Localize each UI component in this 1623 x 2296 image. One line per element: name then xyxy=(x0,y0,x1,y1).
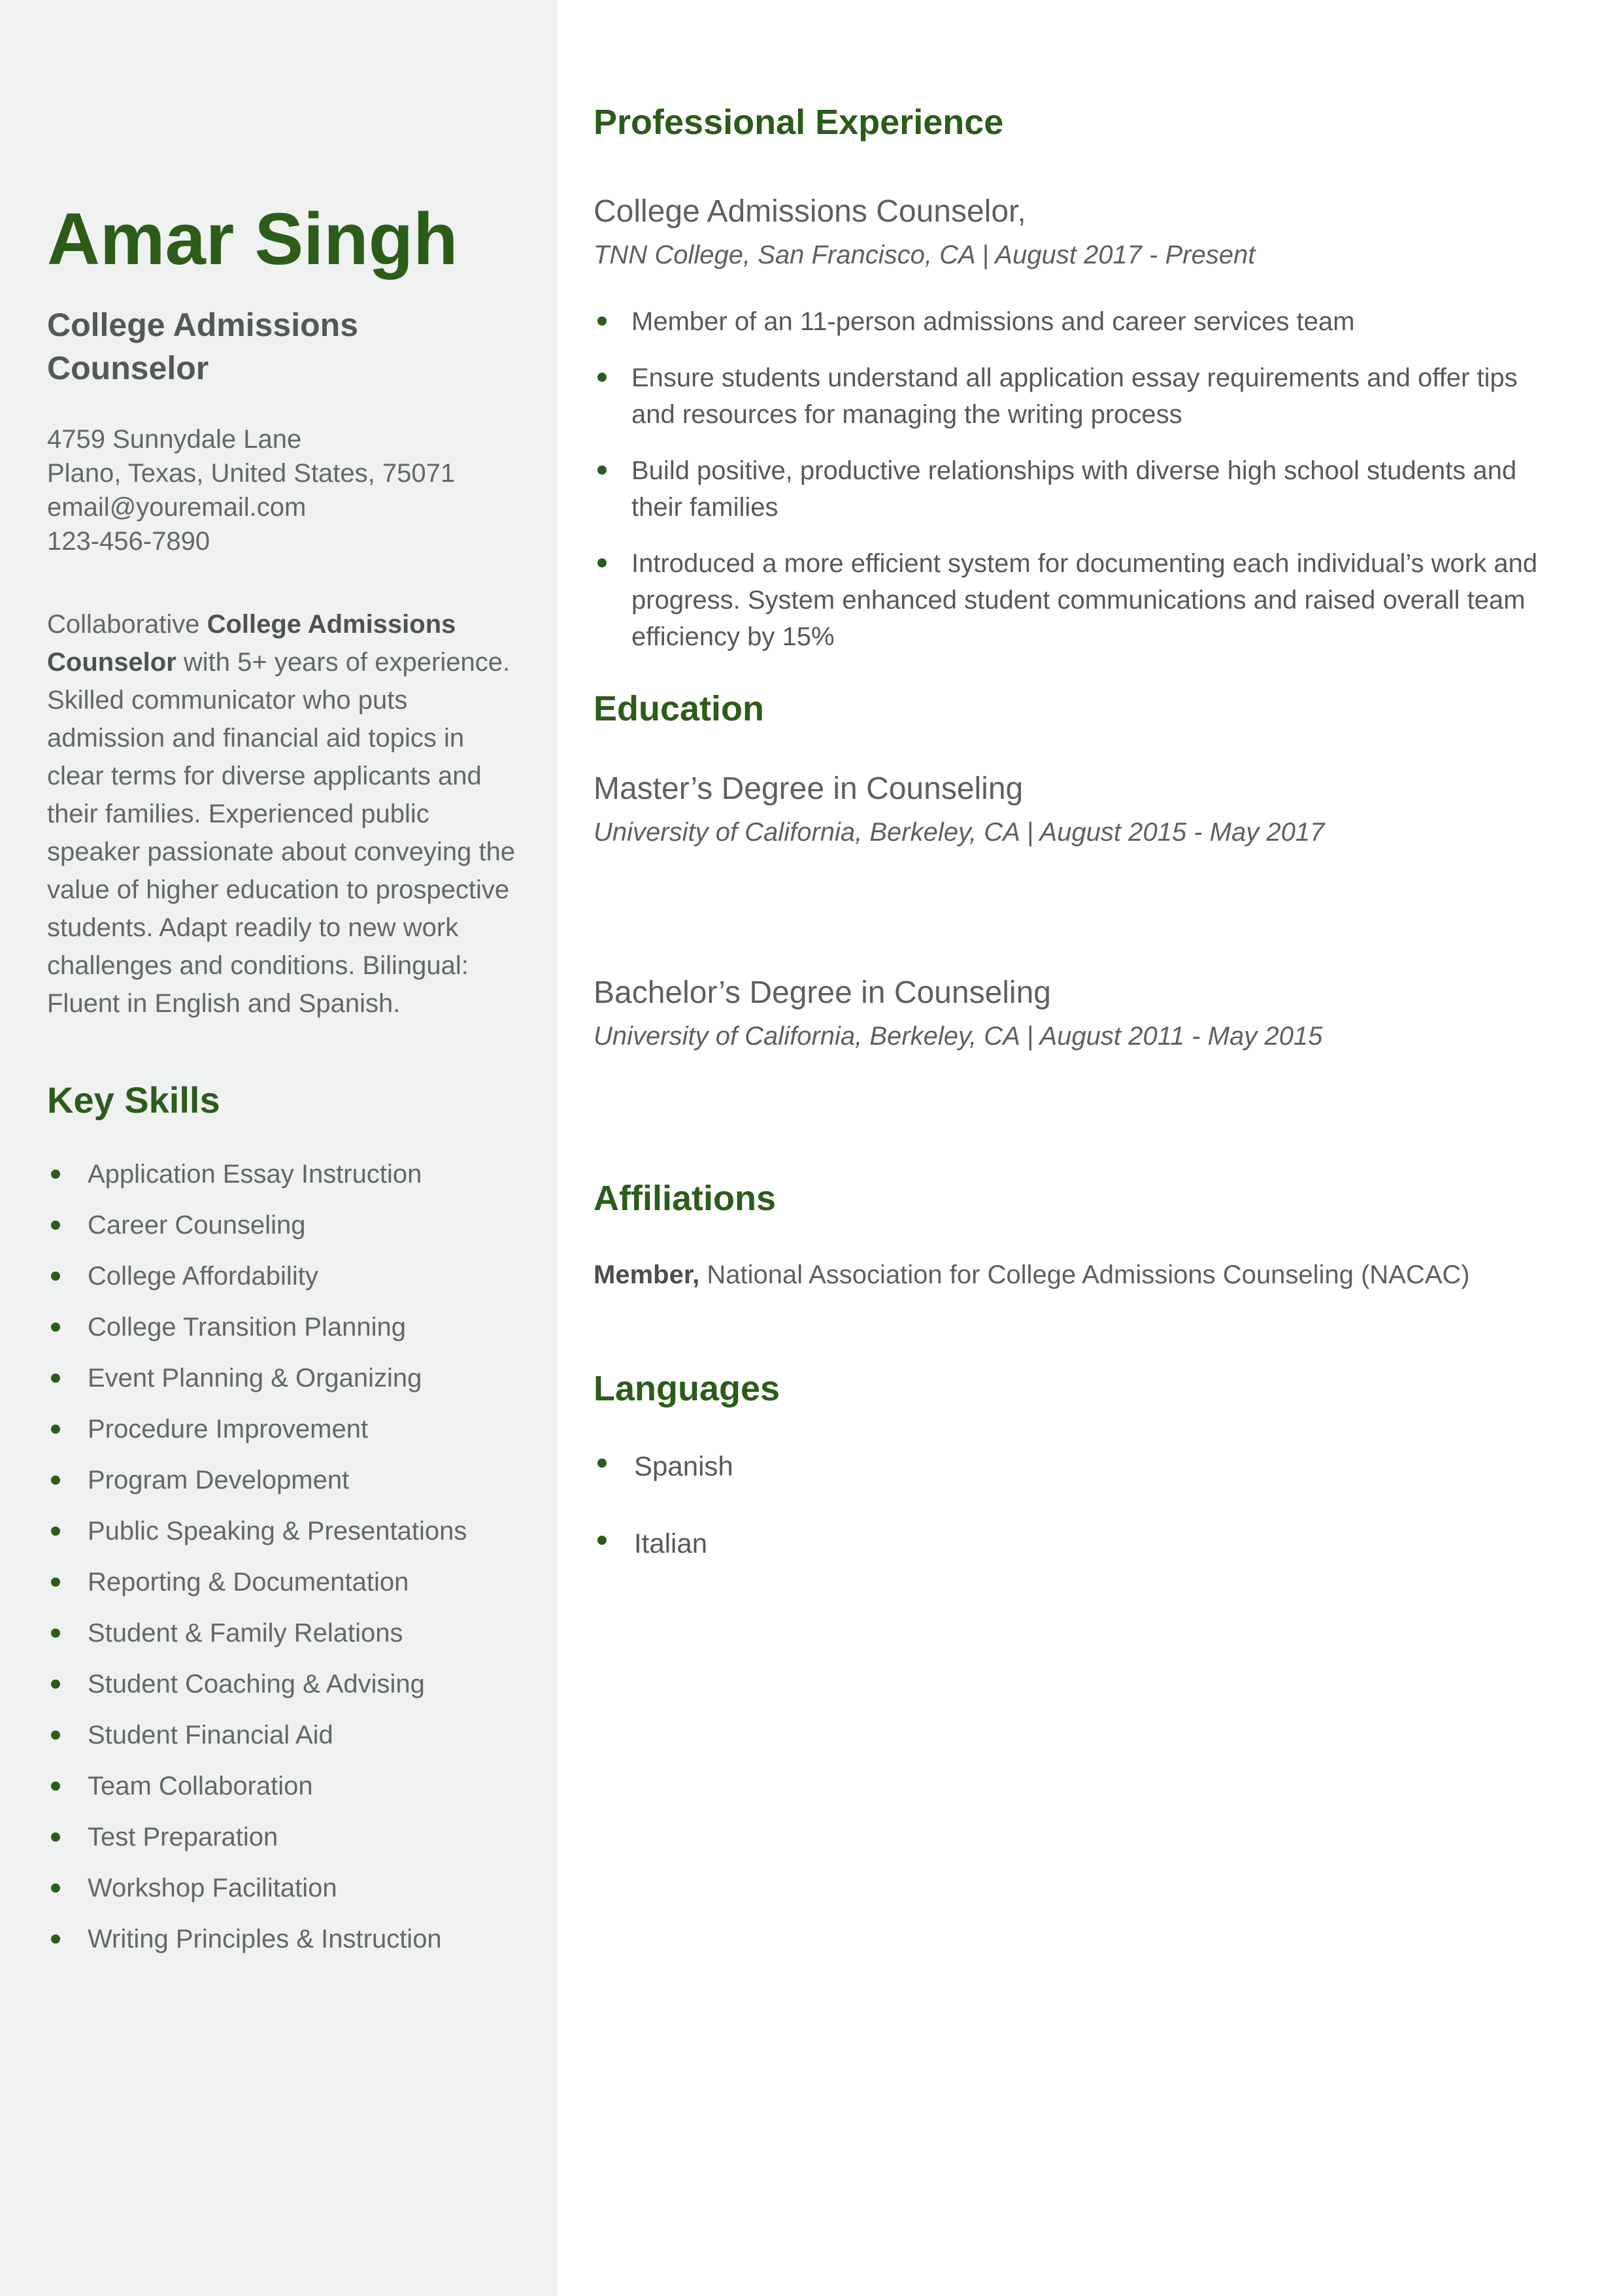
language-label: Italian xyxy=(634,1527,708,1559)
experience-bullet xyxy=(594,303,1548,340)
skill-label: College Affordability xyxy=(88,1262,318,1291)
bullet-dot-icon xyxy=(597,373,607,382)
language-item xyxy=(594,1527,1582,1561)
skill-item xyxy=(47,1821,518,1853)
affiliations-heading: Affiliations xyxy=(594,1178,776,1218)
education-heading: Education xyxy=(594,688,765,728)
member-text: National Association for College Admissions Counseling (NACAC) xyxy=(699,1260,1470,1290)
bullet-dot-icon xyxy=(597,465,607,475)
skill-label: Workshop Facilitation xyxy=(88,1874,337,1903)
bullet-dot-icon xyxy=(51,1781,60,1791)
contact-block xyxy=(47,422,518,558)
experience-bullets xyxy=(594,303,1582,655)
bullet-dot-icon xyxy=(51,1425,60,1434)
experience-bullet xyxy=(594,452,1548,526)
skill-label: Student Financial Aid xyxy=(88,1721,333,1750)
contact-line: Plano, Texas, United States, 75071 xyxy=(47,459,456,488)
bullet-dot-icon xyxy=(51,1272,60,1281)
skill-label: Career Counseling xyxy=(88,1211,306,1240)
degree-meta: University of California, Berkeley, CA | August 2011 - May 2015 xyxy=(594,1021,1323,1051)
key-skills-heading: Key Skills xyxy=(47,1079,220,1121)
bullet-dot-icon xyxy=(51,1629,60,1638)
contact-line: 123-456-7890 xyxy=(47,527,210,556)
bullet-dot-icon xyxy=(51,1832,60,1842)
degree-meta: University of California, Berkeley, CA | August 2015 - May 2017 xyxy=(594,817,1325,847)
skill-item xyxy=(47,1311,518,1343)
bullet-dot-icon xyxy=(597,1536,607,1545)
bullet-dot-icon xyxy=(51,1883,60,1893)
affiliations-section xyxy=(594,1177,1582,1293)
summary-lead: Collaborative xyxy=(47,610,207,639)
languages-heading: Languages xyxy=(594,1369,780,1409)
languages-section xyxy=(594,1368,1582,1561)
skill-label: Test Preparation xyxy=(88,1823,278,1852)
bullet-dot-icon xyxy=(51,1527,60,1536)
job-title: College Admissions Counselor, xyxy=(594,194,1026,229)
skill-item xyxy=(47,1617,518,1649)
skill-label: Reporting & Documentation xyxy=(88,1568,409,1597)
skill-label: Procedure Improvement xyxy=(88,1415,369,1444)
skill-item xyxy=(47,1413,518,1445)
language-item xyxy=(594,1449,1582,1484)
contact-line: 4759 Sunnydale Lane xyxy=(47,425,302,454)
skill-item xyxy=(47,1719,518,1751)
skill-item xyxy=(47,1566,518,1598)
skill-label: Application Essay Instruction xyxy=(88,1160,422,1189)
bullet-dot-icon xyxy=(51,1221,60,1230)
bullet-dot-icon xyxy=(51,1680,60,1689)
experience-bullet xyxy=(594,360,1548,433)
skill-item xyxy=(47,1872,518,1904)
education-entry xyxy=(594,973,1582,1053)
skill-item xyxy=(47,1209,518,1241)
languages-list xyxy=(594,1449,1582,1561)
skill-label: College Transition Planning xyxy=(88,1313,406,1342)
bullet-dot-icon xyxy=(51,1170,60,1179)
skill-item xyxy=(47,1668,518,1700)
affiliation-line xyxy=(594,1257,1582,1292)
contact-line: email@youremail.com xyxy=(47,493,307,522)
education-entries xyxy=(594,769,1582,1053)
skill-label: Student & Family Relations xyxy=(88,1619,403,1648)
summary-bold: College Admissions Counselor xyxy=(47,610,456,677)
main-column xyxy=(558,0,1623,2296)
skill-item xyxy=(47,1464,518,1496)
skill-label: Student Coaching & Advising xyxy=(88,1670,425,1699)
bullet-dot-icon xyxy=(51,1323,60,1332)
bullet-dot-icon xyxy=(597,316,607,326)
skill-label: Team Collaboration xyxy=(88,1772,313,1801)
skill-label: Writing Principles & Instruction xyxy=(88,1925,442,1954)
skill-item xyxy=(47,1158,518,1190)
skill-item xyxy=(47,1770,518,1802)
skill-label: Program Development xyxy=(88,1466,350,1495)
bullet-dot-icon xyxy=(51,1934,60,1944)
degree-title: Master’s Degree in Counseling xyxy=(594,771,1024,806)
skill-label: Event Planning & Organizing xyxy=(88,1364,422,1393)
experience-section xyxy=(594,101,1582,655)
candidate-job-title: College Admissions Counselor xyxy=(47,307,359,387)
bullet-dot-icon xyxy=(51,1476,60,1485)
bullet-dot-icon xyxy=(51,1578,60,1587)
experience-bullet-text: Build positive, productive relationships with diverse high school students and their families xyxy=(631,456,1517,522)
bullet-dot-icon xyxy=(51,1730,60,1740)
bullet-dot-icon xyxy=(51,1374,60,1383)
experience-bullet xyxy=(594,545,1548,655)
experience-bullet-text: Introduced a more efficient system for documenting each individual’s work and progress. System enhanced student communications and raised overall team efficiency by 15% xyxy=(631,549,1537,651)
language-label: Spanish xyxy=(634,1451,733,1482)
job-meta: TNN College, San Francisco, CA | August 2017 - Present xyxy=(594,240,1256,269)
summary-paragraph xyxy=(47,605,518,1022)
skill-item xyxy=(47,1260,518,1292)
member-label: Member, xyxy=(594,1260,700,1290)
skills-list xyxy=(47,1158,518,1955)
skill-item xyxy=(47,1515,518,1547)
skill-item xyxy=(47,1362,518,1394)
candidate-name: Amar Singh xyxy=(47,198,458,280)
experience-heading: Professional Experience xyxy=(594,103,1004,142)
education-section xyxy=(594,688,1582,1053)
skill-item xyxy=(47,1923,518,1955)
bullet-dot-icon xyxy=(597,1459,607,1468)
experience-bullet-text: Member of an 11-person admissions and career services team xyxy=(631,307,1355,336)
education-entry xyxy=(594,769,1582,849)
sidebar xyxy=(0,0,558,2296)
skill-label: Public Speaking & Presentations xyxy=(88,1517,467,1546)
degree-title: Bachelor’s Degree in Counseling xyxy=(594,975,1051,1010)
bullet-dot-icon xyxy=(597,558,607,567)
summary-rest: with 5+ years of experience. Skilled communicator who puts admission and financial aid topics in clear terms for diverse applicants and their families. Experienced public speaker passionate about conveying the value of higher education to prospective students. Adapt readily to new work challenges and conditions. Bilingual: Fluent in English and Spanish. xyxy=(47,648,516,1019)
experience-bullet-text: Ensure students understand all application essay requirements and offer tips and resources for managing the writing process xyxy=(631,363,1518,429)
